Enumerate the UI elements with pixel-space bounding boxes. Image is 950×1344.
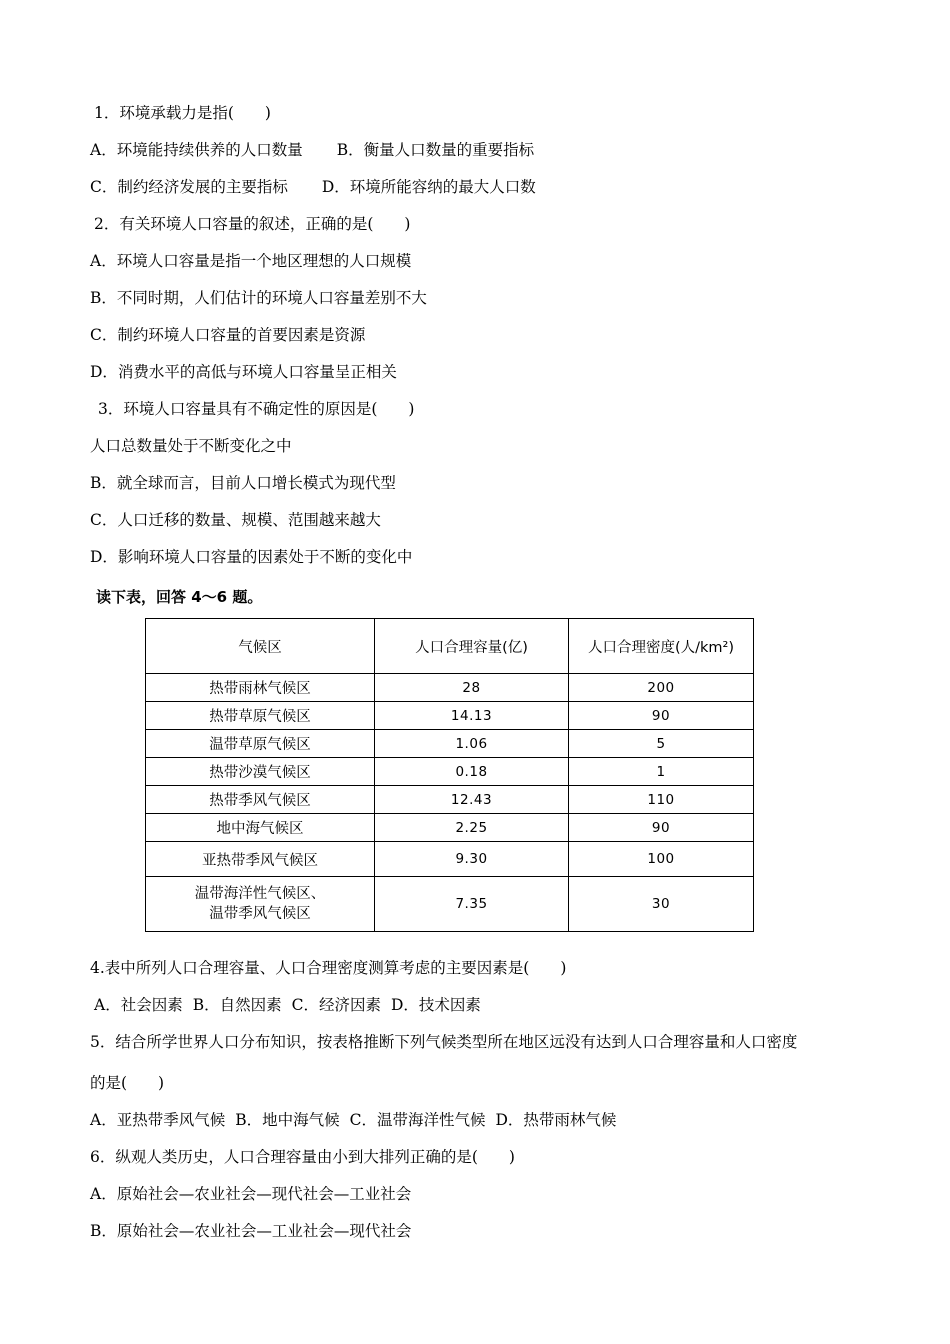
table-cell-region-line1: 温带海洋性气候区、 — [194, 886, 326, 902]
table-cell-capacity: 1.06 — [375, 730, 569, 758]
table-cell-capacity: 14.13 — [375, 702, 569, 730]
table-cell-region: 热带季风气候区 — [146, 786, 375, 814]
table-cell-density: 110 — [569, 786, 754, 814]
table-cell-density: 5 — [569, 730, 754, 758]
question-1-options-cd — [90, 177, 536, 197]
table-cell-region: 地中海气候区 — [146, 814, 375, 842]
question-1-stem: 1．环境承载力是指( ) — [94, 104, 271, 122]
table-cell-capacity: 28 — [375, 674, 569, 702]
table-cell-density: 30 — [569, 877, 754, 932]
table-cell-region: 热带雨林气候区 — [146, 674, 375, 702]
table-cell-capacity: 0.18 — [375, 758, 569, 786]
question-2-option-b: B．不同时期，人们估计的环境人口容量差别不大 — [90, 289, 427, 307]
question-1-option-d: D．环境所能容纳的最大人口数 — [321, 178, 536, 196]
question-1-option-c: C．制约经济发展的主要指标 — [90, 178, 288, 196]
question-3-option-b: B．就全球而言，目前人口增长模式为现代型 — [90, 474, 396, 492]
question-3-option-a: 人口总数量处于不断变化之中 — [90, 437, 292, 455]
table-row — [146, 842, 754, 877]
table-header-cell: 人口合理密度(人/km²) — [569, 619, 754, 674]
question-1-options-ab — [90, 140, 534, 160]
table-row — [146, 730, 754, 758]
question-5-stem-line1: 5．结合所学世界人口分布知识，按表格推断下列气候类型所在地区远没有达到人口合理容量和人口密度 — [90, 1033, 798, 1051]
table-cell-density: 1 — [569, 758, 754, 786]
question-5-option-d: D．热带雨林气候 — [495, 1111, 617, 1129]
question-6-option-b: B．原始社会—农业社会—工业社会—现代社会 — [90, 1222, 412, 1240]
table-cell-density: 100 — [569, 842, 754, 877]
question-6-option-a: A．原始社会—农业社会—现代社会—工业社会 — [90, 1185, 412, 1203]
table-cell-region-line2: 温带季风气候区 — [209, 906, 311, 922]
question-4-options — [94, 995, 481, 1015]
table-cell-region — [146, 877, 375, 932]
question-4-option-c: C．经济因素 — [291, 996, 381, 1014]
question-3-stem: 3．环境人口容量具有不确定性的原因是( ) — [98, 400, 415, 418]
table-header-cell: 人口合理容量(亿) — [375, 619, 569, 674]
table-cell-region: 亚热带季风气候区 — [146, 842, 375, 877]
question-4-option-a: A．社会因素 — [94, 996, 183, 1014]
question-4-option-b: B．自然因素 — [192, 996, 282, 1014]
table-row — [146, 674, 754, 702]
table-row — [146, 786, 754, 814]
table-cell-density: 90 — [569, 814, 754, 842]
table-cell-capacity: 9.30 — [375, 842, 569, 877]
table-row — [146, 877, 754, 932]
table-cell-region: 热带沙漠气候区 — [146, 758, 375, 786]
question-2-option-c: C．制约环境人口容量的首要因素是资源 — [90, 326, 366, 344]
table-cell-capacity: 7.35 — [375, 877, 569, 932]
table-cell-capacity: 2.25 — [375, 814, 569, 842]
table-cell-density: 200 — [569, 674, 754, 702]
question-6-stem: 6．纵观人类历史，人口合理容量由小到大排列正确的是( ) — [90, 1148, 515, 1166]
question-3-option-d: D．影响环境人口容量的因素处于不断的变化中 — [90, 548, 413, 566]
question-2-stem: 2．有关环境人口容量的叙述，正确的是( ) — [94, 215, 411, 233]
table-cell-density: 90 — [569, 702, 754, 730]
table-header-row — [146, 619, 754, 674]
question-5-stem-line2: 的是( ) — [90, 1074, 165, 1092]
question-4-stem: 4.表中所列人口合理容量、人口合理密度测算考虑的主要因素是( ) — [90, 959, 567, 977]
climate-population-table — [145, 618, 754, 932]
table-row — [146, 814, 754, 842]
table-cell-capacity: 12.43 — [375, 786, 569, 814]
question-1-option-b: B．衡量人口数量的重要指标 — [336, 141, 535, 159]
question-3-option-c: C．人口迁移的数量、规模、范围越来越大 — [90, 511, 381, 529]
table-header-cell: 气候区 — [146, 619, 375, 674]
question-5-option-c: C．温带海洋性气候 — [349, 1111, 486, 1129]
table-row — [146, 702, 754, 730]
question-5-option-b: B．地中海气候 — [235, 1111, 340, 1129]
table-caption: 读下表，回答 4～6 题。 — [96, 588, 263, 606]
question-2-option-d: D．消费水平的高低与环境人口容量呈正相关 — [90, 363, 397, 381]
question-4-option-d: D．技术因素 — [390, 996, 481, 1014]
question-1-option-a: A．环境能持续供养的人口数量 — [90, 141, 303, 159]
table-row — [146, 758, 754, 786]
question-5-option-a: A．亚热带季风气候 — [90, 1111, 226, 1129]
question-2-option-a: A．环境人口容量是指一个地区理想的人口规模 — [90, 252, 412, 270]
table-cell-region: 热带草原气候区 — [146, 702, 375, 730]
question-5-options — [90, 1110, 616, 1130]
table-cell-region: 温带草原气候区 — [146, 730, 375, 758]
